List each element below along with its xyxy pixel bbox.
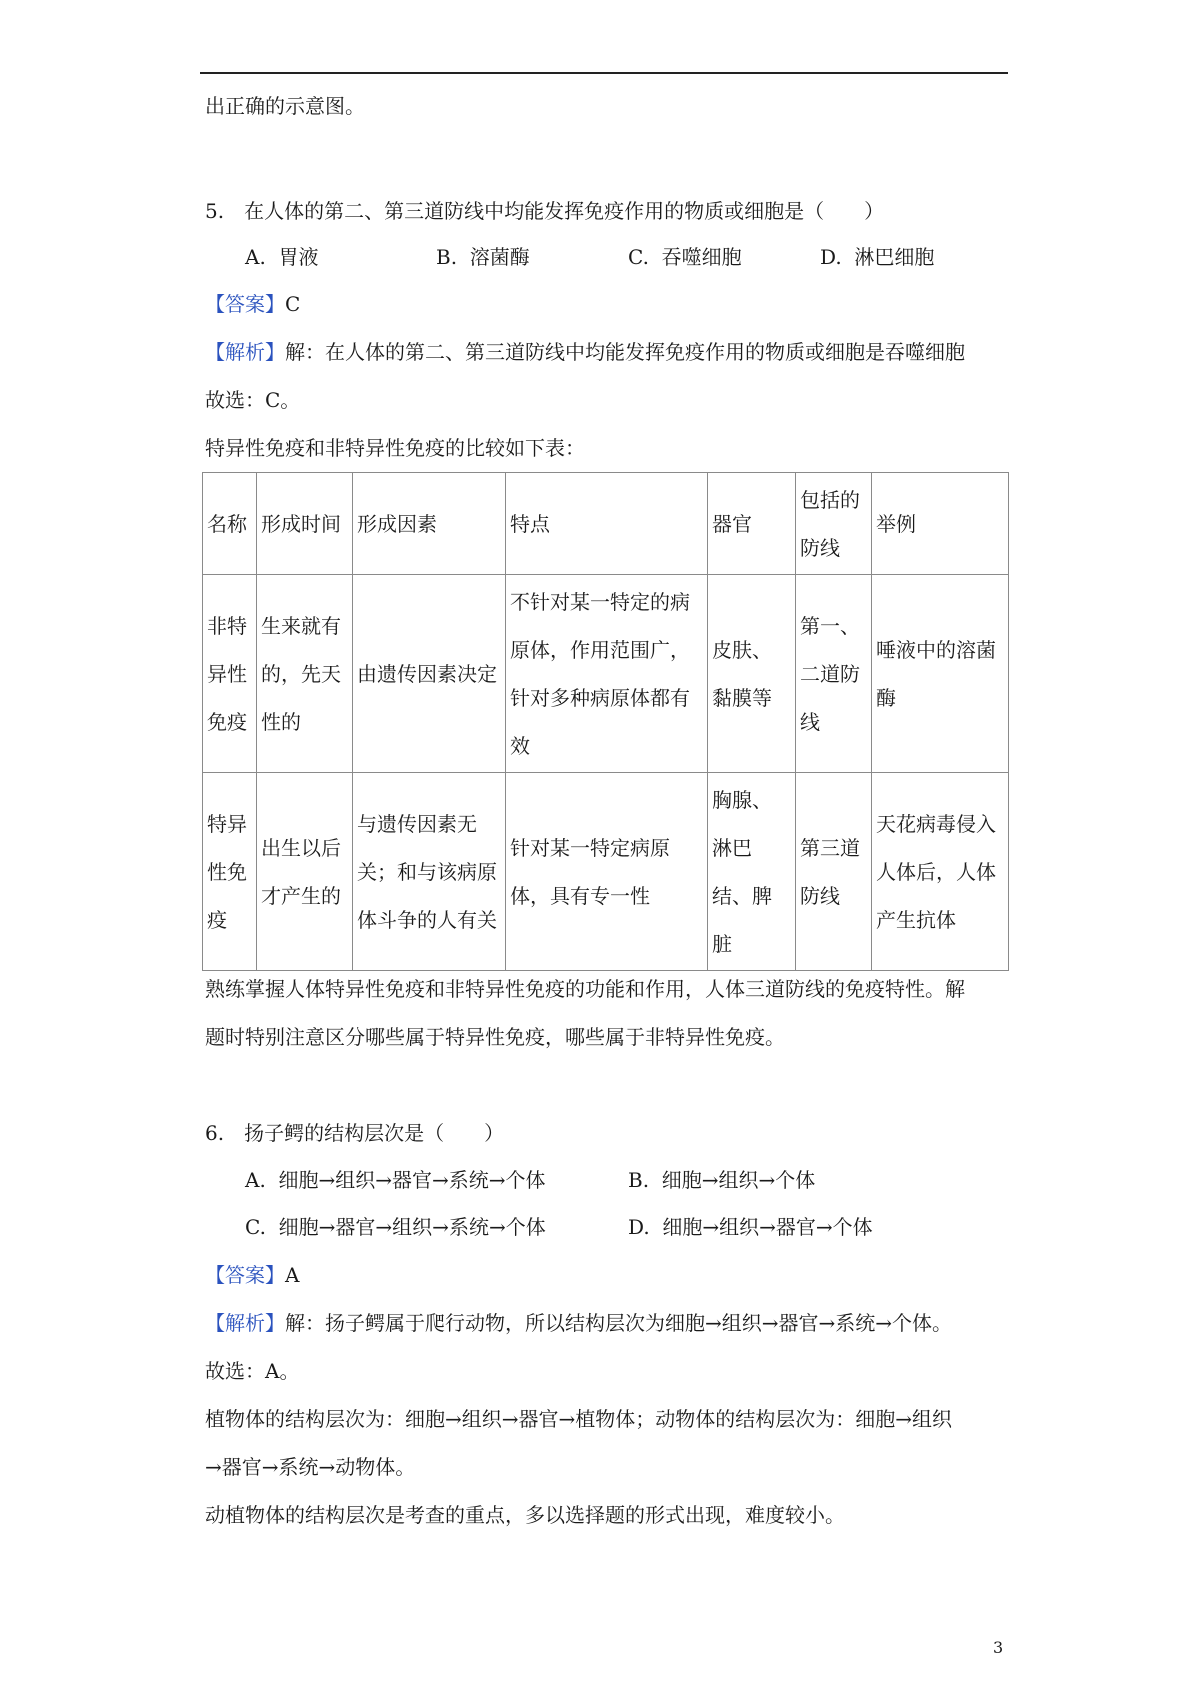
table-cell: 不针对某一特定的病原体，作用范围广，针对多种病原体都有效: [506, 575, 708, 773]
header-cell: 器官: [708, 473, 796, 575]
note-line-1: 植物体的结构层次为：细胞→组织→器官→植物体；动物体的结构层次为：细胞→组织: [205, 1407, 953, 1431]
immunity-comparison-table: [202, 472, 1009, 971]
option-a: A. 细胞→组织→器官→系统→个体: [245, 1168, 546, 1192]
note-line-2: →器官→系统→动物体。: [205, 1455, 416, 1479]
header-cell: 形成时间: [257, 473, 353, 575]
choice-line: 故选：A。: [205, 1359, 300, 1383]
table-cell: 胸腺、淋巴结、脾脏: [708, 773, 796, 971]
table-cell: 针对某一特定病原体，具有专一性: [506, 773, 708, 971]
table-cell: 出生以后才产生的: [257, 773, 353, 971]
table-row: [203, 575, 1009, 773]
question-6: [205, 1118, 504, 1148]
table-cell: 第一、二道防线: [796, 575, 872, 773]
question-number: 6.: [205, 1121, 225, 1145]
answer-tag: 【答案】: [205, 292, 285, 316]
question-stem: 扬子鳄的结构层次是（ ）: [244, 1121, 505, 1145]
summary-line-2: 题时特别注意区分哪些属于特异性免疫，哪些属于非特异性免疫。: [205, 1025, 785, 1049]
table-cell: 皮肤、黏膜等: [708, 575, 796, 773]
answer-line: [205, 1260, 299, 1290]
analysis-line: [205, 337, 965, 367]
header-cell: 包括的防线: [796, 473, 872, 575]
header-cell: 特点: [506, 473, 708, 575]
table-cell: 天花病毒侵入人体后，人体产生抗体: [872, 773, 1009, 971]
table-cell: 特异性免疫: [203, 773, 257, 971]
answer-line: [205, 289, 300, 319]
question-stem: 在人体的第二、第三道防线中均能发挥免疫作用的物质或细胞是（ ）: [244, 199, 885, 223]
question-5: [205, 196, 884, 226]
question-number: 5.: [205, 199, 225, 223]
header-rule: [200, 72, 1008, 74]
table-cell: 与遗传因素无关；和与该病原体斗争的人有关: [353, 773, 506, 971]
option-b: B. 溶菌酶: [436, 245, 530, 269]
page-number: 3: [993, 1638, 1004, 1657]
table-intro: 特异性免疫和非特异性免疫的比较如下表：: [205, 436, 585, 460]
analysis-tag: 【解析】: [205, 1311, 285, 1335]
answer-tag: 【答案】: [205, 1263, 285, 1287]
summary-line-1: 熟练掌握人体特异性免疫和非特异性免疫的功能和作用，人体三道防线的免疫特性。解: [205, 977, 965, 1001]
analysis-line: [205, 1308, 952, 1338]
analysis-text: 解：扬子鳄属于爬行动物，所以结构层次为细胞→组织→器官→系统→个体。: [285, 1311, 953, 1335]
answer-value: A: [285, 1263, 300, 1287]
table-cell: 第三道防线: [796, 773, 872, 971]
table-cell: 唾液中的溶菌酶: [872, 575, 1009, 773]
table-row: [203, 773, 1009, 971]
choice-line: 故选：C。: [205, 388, 301, 412]
table-cell: 由遗传因素决定: [353, 575, 506, 773]
header-cell: 举例: [872, 473, 1009, 575]
option-c: C. 吞噬细胞: [628, 245, 742, 269]
option-c: C. 细胞→器官→组织→系统→个体: [245, 1215, 546, 1239]
answer-value: C: [285, 292, 301, 316]
table-header-row: [203, 473, 1009, 575]
table-cell: 生来就有的，先天性的: [257, 575, 353, 773]
option-d: D. 细胞→组织→器官→个体: [628, 1215, 873, 1239]
table-cell: 非特异性免疫: [203, 575, 257, 773]
option-b: B. 细胞→组织→个体: [628, 1168, 816, 1192]
continuation-text: 出正确的示意图。: [205, 94, 365, 118]
header-cell: 形成因素: [353, 473, 506, 575]
analysis-tag: 【解析】: [205, 340, 285, 364]
analysis-text: 解：在人体的第二、第三道防线中均能发挥免疫作用的物质或细胞是吞噬细胞: [285, 340, 965, 364]
note-line-3: 动植物体的结构层次是考查的重点，多以选择题的形式出现，难度较小。: [205, 1503, 845, 1527]
header-cell: 名称: [203, 473, 257, 575]
option-a: A. 胃液: [245, 245, 319, 269]
option-d: D. 淋巴细胞: [820, 245, 935, 269]
